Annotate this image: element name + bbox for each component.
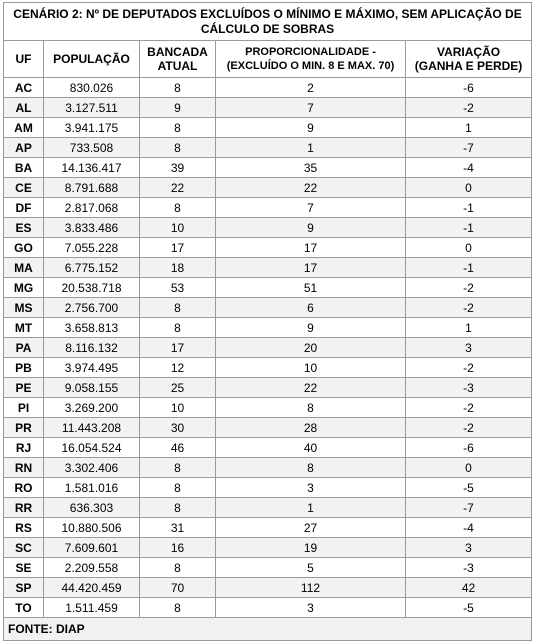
table-row	[4, 438, 532, 458]
cell-proporcionalidade: 22	[216, 178, 406, 198]
cell-bancada: 9	[140, 98, 216, 118]
cell-populacao: 733.508	[44, 138, 140, 158]
cell-bancada: 12	[140, 358, 216, 378]
table-row	[4, 398, 532, 418]
cell-variacao: 0	[406, 178, 532, 198]
cell-variacao: -2	[406, 418, 532, 438]
cell-populacao: 2.209.558	[44, 558, 140, 578]
header-bancada-line2: ATUAL	[157, 59, 198, 73]
cell-proporcionalidade: 22	[216, 378, 406, 398]
cell-populacao: 3.127.511	[44, 98, 140, 118]
cell-variacao: -6	[406, 78, 532, 98]
cell-variacao: -7	[406, 498, 532, 518]
cell-proporcionalidade: 40	[216, 438, 406, 458]
cell-uf: RO	[4, 478, 44, 498]
cell-uf: GO	[4, 238, 44, 258]
deputados-table-container	[3, 2, 531, 641]
table-row	[4, 478, 532, 498]
cell-populacao: 14.136.417	[44, 158, 140, 178]
cell-proporcionalidade: 3	[216, 478, 406, 498]
cell-populacao: 10.880.506	[44, 518, 140, 538]
cell-uf: AL	[4, 98, 44, 118]
cell-variacao: 0	[406, 238, 532, 258]
cell-populacao: 9.058.155	[44, 378, 140, 398]
cell-populacao: 1.511.459	[44, 598, 140, 618]
table-row	[4, 98, 532, 118]
cell-uf: RJ	[4, 438, 44, 458]
cell-populacao: 3.302.406	[44, 458, 140, 478]
cell-bancada: 8	[140, 458, 216, 478]
table-row	[4, 598, 532, 618]
table-row	[4, 278, 532, 298]
cell-bancada: 30	[140, 418, 216, 438]
header-populacao: POPULAÇÃO	[44, 41, 140, 78]
cell-uf: SE	[4, 558, 44, 578]
cell-bancada: 8	[140, 318, 216, 338]
cell-uf: MA	[4, 258, 44, 278]
table-row	[4, 498, 532, 518]
cell-bancada: 10	[140, 398, 216, 418]
cell-uf: AC	[4, 78, 44, 98]
cell-populacao: 830.026	[44, 78, 140, 98]
table-body	[4, 78, 532, 618]
cell-proporcionalidade: 10	[216, 358, 406, 378]
cell-populacao: 2.817.068	[44, 198, 140, 218]
cell-bancada: 25	[140, 378, 216, 398]
table-row	[4, 458, 532, 478]
cell-proporcionalidade: 9	[216, 218, 406, 238]
cell-uf: BA	[4, 158, 44, 178]
cell-populacao: 11.443.208	[44, 418, 140, 438]
table-row	[4, 218, 532, 238]
cell-uf: PA	[4, 338, 44, 358]
cell-bancada: 17	[140, 238, 216, 258]
cell-variacao: 3	[406, 538, 532, 558]
cell-proporcionalidade: 2	[216, 78, 406, 98]
cell-populacao: 3.269.200	[44, 398, 140, 418]
header-bancada-line1: BANCADA	[147, 45, 208, 59]
cell-variacao: -1	[406, 198, 532, 218]
cell-variacao: -6	[406, 438, 532, 458]
header-variacao	[406, 41, 532, 78]
cell-proporcionalidade: 1	[216, 498, 406, 518]
table-row	[4, 418, 532, 438]
header-prop-line2: (EXCLUÍDO O MIN. 8 E MAX. 70)	[226, 60, 395, 72]
table-row	[4, 158, 532, 178]
table-row	[4, 378, 532, 398]
cell-bancada: 8	[140, 498, 216, 518]
cell-populacao: 44.420.459	[44, 578, 140, 598]
cell-variacao: -3	[406, 378, 532, 398]
cell-variacao: 1	[406, 118, 532, 138]
table-row	[4, 198, 532, 218]
cell-bancada: 18	[140, 258, 216, 278]
cell-bancada: 53	[140, 278, 216, 298]
cell-bancada: 70	[140, 578, 216, 598]
cell-uf: MT	[4, 318, 44, 338]
cell-populacao: 3.974.495	[44, 358, 140, 378]
cell-uf: SP	[4, 578, 44, 598]
header-uf: UF	[4, 41, 44, 78]
cell-proporcionalidade: 35	[216, 158, 406, 178]
cell-variacao: 0	[406, 458, 532, 478]
table-row	[4, 538, 532, 558]
cell-proporcionalidade: 7	[216, 98, 406, 118]
cell-uf: MS	[4, 298, 44, 318]
cell-bancada: 17	[140, 338, 216, 358]
cell-bancada: 8	[140, 118, 216, 138]
table-row	[4, 558, 532, 578]
cell-populacao: 3.833.486	[44, 218, 140, 238]
cell-populacao: 3.941.175	[44, 118, 140, 138]
cell-variacao: 42	[406, 578, 532, 598]
table-row	[4, 338, 532, 358]
cell-uf: SC	[4, 538, 44, 558]
cell-variacao: -3	[406, 558, 532, 578]
cell-bancada: 10	[140, 218, 216, 238]
cell-populacao: 3.658.813	[44, 318, 140, 338]
cell-proporcionalidade: 20	[216, 338, 406, 358]
cell-bancada: 22	[140, 178, 216, 198]
cell-uf: TO	[4, 598, 44, 618]
cell-uf: ES	[4, 218, 44, 238]
table-row	[4, 138, 532, 158]
cell-uf: CE	[4, 178, 44, 198]
header-var-line2: (GANHA E PERDE)	[414, 59, 523, 73]
table-title: CENÁRIO 2: Nº DE DEPUTADOS EXCLUÍDOS O MÍNIMO E MÁXIMO, SEM APLICAÇÃO DE CÁLCULO DE SOBRAS	[4, 3, 532, 41]
cell-proporcionalidade: 17	[216, 238, 406, 258]
cell-variacao: 1	[406, 318, 532, 338]
table-row	[4, 578, 532, 598]
cell-proporcionalidade: 3	[216, 598, 406, 618]
cell-variacao: -5	[406, 598, 532, 618]
cell-uf: RR	[4, 498, 44, 518]
cell-proporcionalidade: 7	[216, 198, 406, 218]
cell-uf: AM	[4, 118, 44, 138]
cell-variacao: -4	[406, 518, 532, 538]
cell-bancada: 39	[140, 158, 216, 178]
cell-variacao: -2	[406, 398, 532, 418]
cell-proporcionalidade: 27	[216, 518, 406, 538]
cell-proporcionalidade: 17	[216, 258, 406, 278]
cell-populacao: 16.054.524	[44, 438, 140, 458]
table-row	[4, 518, 532, 538]
table-row	[4, 298, 532, 318]
cell-bancada: 31	[140, 518, 216, 538]
cell-variacao: -2	[406, 358, 532, 378]
cell-bancada: 8	[140, 138, 216, 158]
cell-proporcionalidade: 28	[216, 418, 406, 438]
table-row	[4, 238, 532, 258]
header-bancada	[140, 41, 216, 78]
table-row	[4, 118, 532, 138]
cell-bancada: 8	[140, 478, 216, 498]
cell-uf: PI	[4, 398, 44, 418]
cell-bancada: 16	[140, 538, 216, 558]
cell-variacao: -7	[406, 138, 532, 158]
cell-proporcionalidade: 19	[216, 538, 406, 558]
cell-proporcionalidade: 8	[216, 398, 406, 418]
table-row	[4, 318, 532, 338]
cell-variacao: -1	[406, 258, 532, 278]
table-row	[4, 358, 532, 378]
cell-populacao: 8.116.132	[44, 338, 140, 358]
cell-variacao: -1	[406, 218, 532, 238]
cell-variacao: -2	[406, 298, 532, 318]
cell-uf: PE	[4, 378, 44, 398]
cell-populacao: 8.791.688	[44, 178, 140, 198]
cell-uf: DF	[4, 198, 44, 218]
cell-proporcionalidade: 9	[216, 118, 406, 138]
deputados-table	[3, 2, 532, 641]
cell-proporcionalidade: 5	[216, 558, 406, 578]
cell-populacao: 7.609.601	[44, 538, 140, 558]
cell-uf: AP	[4, 138, 44, 158]
cell-proporcionalidade: 51	[216, 278, 406, 298]
cell-populacao: 636.303	[44, 498, 140, 518]
cell-proporcionalidade: 6	[216, 298, 406, 318]
cell-uf: RN	[4, 458, 44, 478]
cell-bancada: 8	[140, 558, 216, 578]
cell-populacao: 7.055.228	[44, 238, 140, 258]
cell-bancada: 46	[140, 438, 216, 458]
table-row	[4, 78, 532, 98]
table-row	[4, 258, 532, 278]
header-prop-line1: PROPORCIONALIDADE -	[245, 46, 376, 58]
cell-bancada: 8	[140, 78, 216, 98]
cell-variacao: -2	[406, 278, 532, 298]
cell-proporcionalidade: 112	[216, 578, 406, 598]
table-row	[4, 178, 532, 198]
cell-bancada: 8	[140, 298, 216, 318]
cell-populacao: 6.775.152	[44, 258, 140, 278]
cell-proporcionalidade: 1	[216, 138, 406, 158]
cell-populacao: 2.756.700	[44, 298, 140, 318]
cell-populacao: 1.581.016	[44, 478, 140, 498]
cell-proporcionalidade: 9	[216, 318, 406, 338]
table-footer-source: FONTE: DIAP	[4, 618, 532, 641]
cell-populacao: 20.538.718	[44, 278, 140, 298]
cell-bancada: 8	[140, 198, 216, 218]
cell-variacao: 3	[406, 338, 532, 358]
cell-uf: RS	[4, 518, 44, 538]
cell-proporcionalidade: 8	[216, 458, 406, 478]
cell-uf: PR	[4, 418, 44, 438]
header-var-line1: VARIAÇÃO	[436, 45, 501, 59]
cell-variacao: -2	[406, 98, 532, 118]
cell-uf: MG	[4, 278, 44, 298]
header-proporcionalidade	[216, 41, 406, 78]
cell-variacao: -4	[406, 158, 532, 178]
cell-variacao: -5	[406, 478, 532, 498]
cell-bancada: 8	[140, 598, 216, 618]
cell-uf: PB	[4, 358, 44, 378]
